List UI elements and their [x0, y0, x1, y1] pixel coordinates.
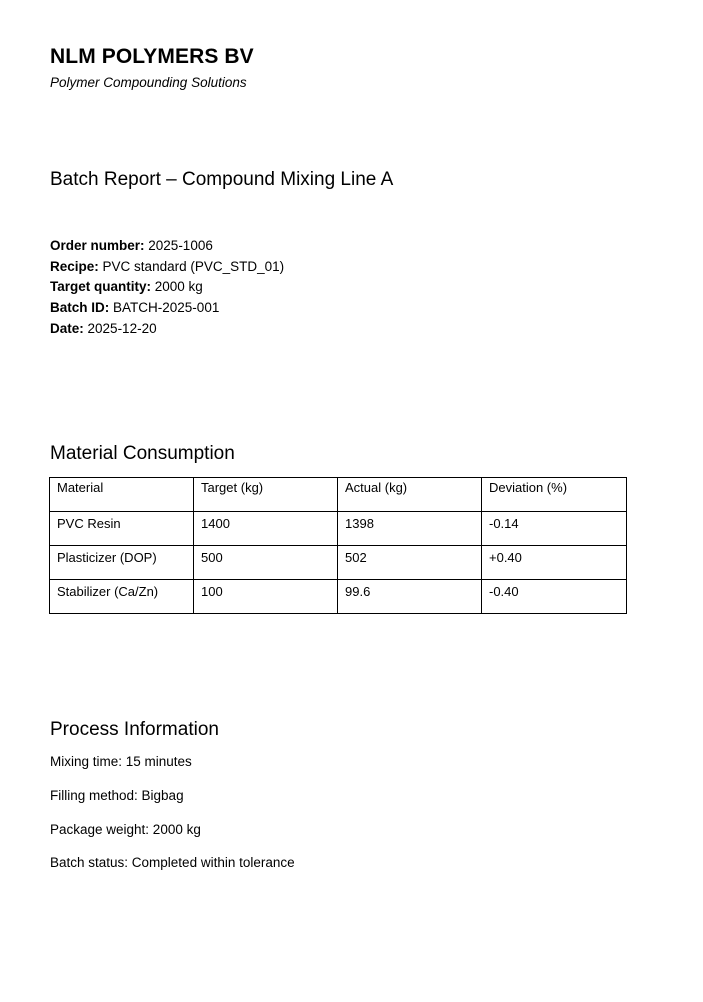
info-row-recipe	[50, 257, 284, 278]
table-row	[50, 580, 627, 614]
info-label: Date:	[50, 320, 84, 336]
info-label: Target quantity:	[50, 279, 151, 295]
info-row-batch-id	[50, 298, 284, 319]
table-cell: -0.14	[482, 512, 627, 546]
info-value: BATCH-2025-001	[113, 300, 220, 316]
company-name: NLM POLYMERS BV	[50, 45, 254, 68]
info-row-order-number	[50, 236, 284, 257]
info-row-date	[50, 319, 284, 340]
info-label: Recipe:	[50, 258, 99, 274]
material-consumption-table	[49, 477, 627, 614]
table-header-row	[50, 478, 627, 512]
report-title: Batch Report – Compound Mixing Line A	[50, 169, 394, 190]
table-cell: Plasticizer (DOP)	[50, 546, 194, 580]
info-row-target-quantity	[50, 277, 284, 298]
table-header-cell: Target (kg)	[194, 478, 338, 512]
process-batch-status: Batch status: Completed within tolerance	[50, 855, 295, 870]
process-information-title: Process Information	[50, 719, 219, 740]
table-cell: -0.40	[482, 580, 627, 614]
table-cell: PVC Resin	[50, 512, 194, 546]
table-cell: 502	[338, 546, 482, 580]
table-cell: 100	[194, 580, 338, 614]
table-row	[50, 512, 627, 546]
info-value: 2025-1006	[148, 238, 213, 253]
process-filling-method: Filling method: Bigbag	[50, 788, 184, 803]
table-header-cell: Material	[50, 478, 194, 512]
batch-info	[50, 236, 284, 340]
info-value: 2000 kg	[154, 279, 203, 295]
table-header-cell: Actual (kg)	[338, 478, 482, 512]
info-value: 2025-12-20	[87, 320, 157, 336]
table-cell: Stabilizer (Ca/Zn)	[50, 580, 194, 614]
info-label: Batch ID:	[50, 300, 110, 316]
table-row	[50, 546, 627, 580]
table-header-cell: Deviation (%)	[482, 478, 627, 512]
process-package-weight: Package weight: 2000 kg	[50, 822, 201, 837]
table-cell: +0.40	[482, 546, 627, 580]
process-mixing-time: Mixing time: 15 minutes	[50, 754, 192, 769]
company-tagline: Polymer Compounding Solutions	[50, 75, 247, 90]
table-cell: 500	[194, 546, 338, 580]
table-cell: 1400	[194, 512, 338, 546]
material-consumption-title: Material Consumption	[50, 443, 235, 464]
info-value: PVC standard (PVC_STD_01)	[102, 258, 285, 274]
info-label: Order number:	[50, 238, 145, 253]
table-cell: 1398	[338, 512, 482, 546]
table-cell: 99.6	[338, 580, 482, 614]
